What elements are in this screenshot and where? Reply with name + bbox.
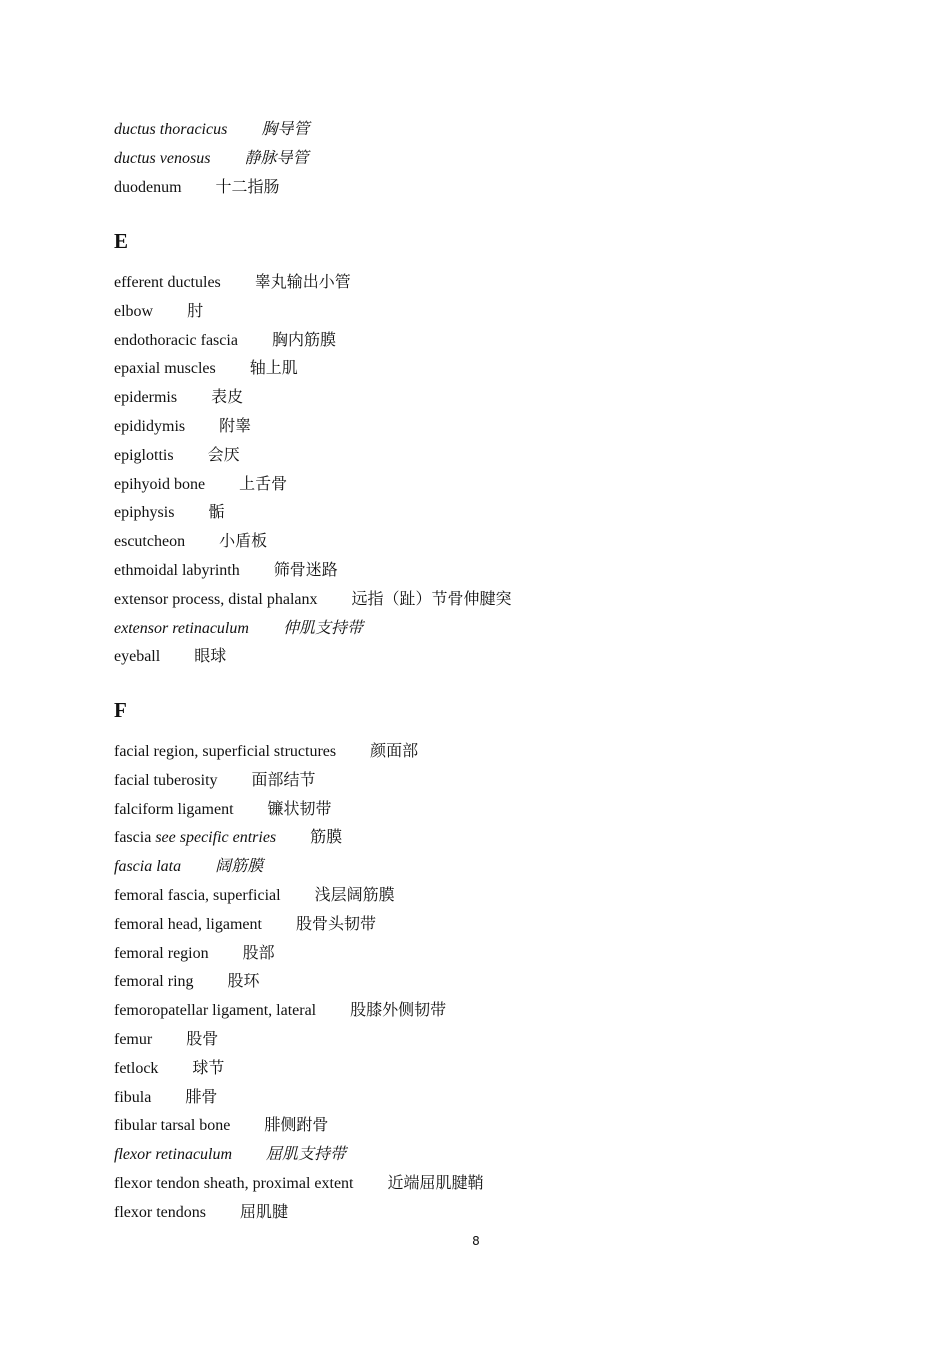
entry-translation: 屈肌腱	[239, 1203, 288, 1221]
entry-term-text: femoral head, ligament	[114, 915, 262, 933]
entry-term-text: fetlock	[114, 1059, 159, 1077]
entry-translation: 球节	[192, 1059, 225, 1077]
entry-term-text: femur	[114, 1030, 153, 1048]
section-d-continued	[114, 116, 874, 202]
entry-term	[114, 887, 281, 904]
glossary-entry	[114, 1084, 874, 1113]
entry-term	[114, 150, 210, 167]
entry-translation: 附睾	[219, 417, 252, 435]
entry-term	[114, 945, 209, 962]
glossary-entry	[114, 615, 874, 644]
entry-translation: 镰状韧带	[267, 800, 332, 818]
entry-term-text: efferent ductules	[114, 274, 221, 291]
glossary-entry	[114, 145, 874, 174]
entry-term-text: epiglottis	[114, 446, 174, 464]
entry-translation: 面部结节	[251, 771, 316, 789]
glossary-entry	[114, 997, 874, 1026]
entry-term	[114, 121, 227, 138]
entry-term	[114, 1204, 206, 1221]
entry-term-text: epidermis	[114, 389, 178, 407]
entry-term-text: duodenum	[114, 178, 182, 196]
glossary-entry	[114, 940, 874, 969]
glossary-entry	[114, 1026, 874, 1055]
entry-term-text: flexor retinaculum	[114, 1146, 233, 1164]
entry-term-text: falciform ligament	[114, 800, 234, 818]
entry-term-text: epihyoid bone	[114, 475, 206, 493]
entry-translation: 筋膜	[310, 829, 343, 847]
entry-translation: 静脉导管	[244, 149, 309, 167]
section-e-entries	[114, 269, 874, 672]
glossary-entry	[114, 911, 874, 940]
entry-translation: 会厌	[207, 446, 240, 464]
entry-term-text: fibular tarsal bone	[114, 1117, 231, 1135]
entry-term-text: fascia lata	[114, 858, 182, 876]
entry-term-text: escutcheon	[114, 533, 186, 551]
entry-translation: 股骨	[186, 1030, 219, 1048]
entry-term-text: femoropatellar ligament, lateral	[114, 1002, 317, 1020]
glossary-entry	[114, 767, 874, 796]
entry-term-text: femoral region	[114, 944, 209, 962]
glossary-entry	[114, 1170, 874, 1199]
entry-term	[114, 973, 194, 990]
entry-term-text: flexor tendon sheath, proximal extent	[114, 1174, 354, 1192]
entry-term-text: femoral ring	[114, 973, 194, 991]
entry-translation: 近端屈肌腱鞘	[387, 1174, 484, 1192]
entry-term	[114, 772, 218, 789]
entry-term-text: extensor retinaculum	[114, 619, 249, 637]
entry-term-text: facial tuberosity	[114, 771, 218, 789]
entry-translation: 胸导管	[261, 121, 310, 138]
entry-term-text: endothoracic fascia	[114, 331, 238, 349]
entry-term-text: ethmoidal labyrinth	[114, 561, 240, 579]
glossary-entry	[114, 853, 874, 882]
entry-translation: 腓侧跗骨	[264, 1117, 329, 1135]
entry-translation: 肘	[187, 302, 204, 320]
section-letter-e: E	[114, 229, 129, 253]
entry-translation: 浅层阔筋膜	[314, 886, 395, 904]
entry-term	[114, 1117, 230, 1134]
entry-term	[114, 620, 249, 637]
glossary-entry	[114, 1112, 874, 1141]
entry-term	[114, 1175, 353, 1192]
entry-term	[114, 504, 174, 521]
entry-term-text: eyeball	[114, 648, 161, 666]
glossary-entry	[114, 557, 874, 586]
entry-translation: 屈肌支持带	[266, 1146, 347, 1164]
entry-term	[114, 418, 185, 435]
glossary-entry	[114, 327, 874, 356]
entry-term	[114, 858, 181, 875]
entry-term-text: fascia	[114, 829, 152, 847]
entry-term-text: elbow	[114, 302, 154, 320]
glossary-entry	[114, 442, 874, 471]
entry-term-text: extensor process, distal phalanx	[114, 590, 318, 608]
entry-term	[114, 591, 318, 608]
entry-translation: 股环	[227, 973, 260, 991]
entry-term	[114, 562, 240, 579]
entry-term-text: epaxial muscles	[114, 360, 216, 378]
glossary-entry	[114, 413, 874, 442]
glossary-entry	[114, 968, 874, 997]
entry-term	[114, 389, 177, 406]
entry-term	[114, 179, 182, 196]
entry-term-text: ductus venosus	[114, 149, 211, 167]
entry-term-text: fibula	[114, 1088, 152, 1106]
glossary-entry	[114, 824, 874, 853]
entry-term	[114, 533, 185, 550]
glossary-entry	[114, 1141, 874, 1170]
entry-translation: 阔筋膜	[215, 858, 264, 876]
glossary-entry	[114, 796, 874, 825]
glossary-entry	[114, 738, 874, 767]
entry-term	[114, 360, 216, 377]
entry-translation: 轴上肌	[249, 360, 298, 378]
entry-term-text: epiphysis	[114, 504, 175, 522]
glossary-entry	[114, 499, 874, 528]
glossary-entry	[114, 355, 874, 384]
entry-translation: 小盾板	[219, 533, 268, 551]
entry-term-note: see specific entries	[155, 829, 277, 847]
glossary-entry	[114, 882, 874, 911]
glossary-entry	[114, 269, 874, 298]
entry-term	[114, 801, 234, 818]
entry-translation: 十二指肠	[215, 178, 280, 196]
entry-term-text: ductus thoracicus	[114, 121, 228, 138]
entry-translation: 眼球	[194, 648, 227, 666]
glossary-entry	[114, 174, 874, 203]
entry-translation: 表皮	[211, 389, 244, 407]
page-number: 8	[472, 1234, 480, 1248]
entry-term	[114, 1031, 152, 1048]
glossary-entry	[114, 1199, 874, 1228]
section-f-entries	[114, 738, 874, 1228]
entry-translation: 伸肌支持带	[282, 619, 363, 637]
entry-term	[114, 274, 221, 291]
entry-term	[114, 916, 262, 933]
glossary-entry	[114, 471, 874, 500]
entry-term	[114, 476, 205, 493]
entry-translation: 股骨头韧带	[295, 915, 376, 933]
glossary-entry	[114, 298, 874, 327]
entry-term	[114, 1089, 151, 1106]
entry-translation: 腓骨	[185, 1088, 218, 1106]
entry-term	[114, 829, 276, 846]
section-letter-f: F	[114, 698, 127, 722]
entry-term	[114, 447, 174, 464]
entry-term	[114, 303, 153, 320]
glossary-entry	[114, 116, 874, 145]
entry-term-text: femoral fascia, superficial	[114, 886, 281, 904]
entry-translation: 胸内筋膜	[271, 331, 336, 349]
entry-translation: 筛骨迷路	[273, 561, 338, 579]
entry-translation: 颜面部	[370, 743, 419, 760]
entry-term-text: epididymis	[114, 417, 186, 435]
entry-term	[114, 1060, 158, 1077]
glossary-entry	[114, 1055, 874, 1084]
entry-translation: 上舌骨	[239, 475, 288, 493]
glossary-entry	[114, 586, 874, 615]
entry-translation: 骺	[208, 504, 225, 522]
entry-translation: 远指（趾）节骨伸腱突	[351, 590, 512, 608]
entry-translation: 睾丸输出小管	[254, 274, 351, 291]
entry-translation: 股部	[242, 944, 275, 962]
glossary-entry	[114, 528, 874, 557]
entry-term	[114, 648, 160, 665]
entry-term	[114, 1002, 316, 1019]
entry-term	[114, 332, 238, 349]
entry-term	[114, 1146, 232, 1163]
glossary-entry	[114, 643, 874, 672]
entry-term-text: flexor tendons	[114, 1203, 206, 1221]
entry-translation: 股膝外侧韧带	[350, 1002, 447, 1020]
glossary-entry	[114, 384, 874, 413]
entry-term	[114, 743, 336, 760]
entry-term-text: facial region, superficial structures	[114, 743, 337, 760]
